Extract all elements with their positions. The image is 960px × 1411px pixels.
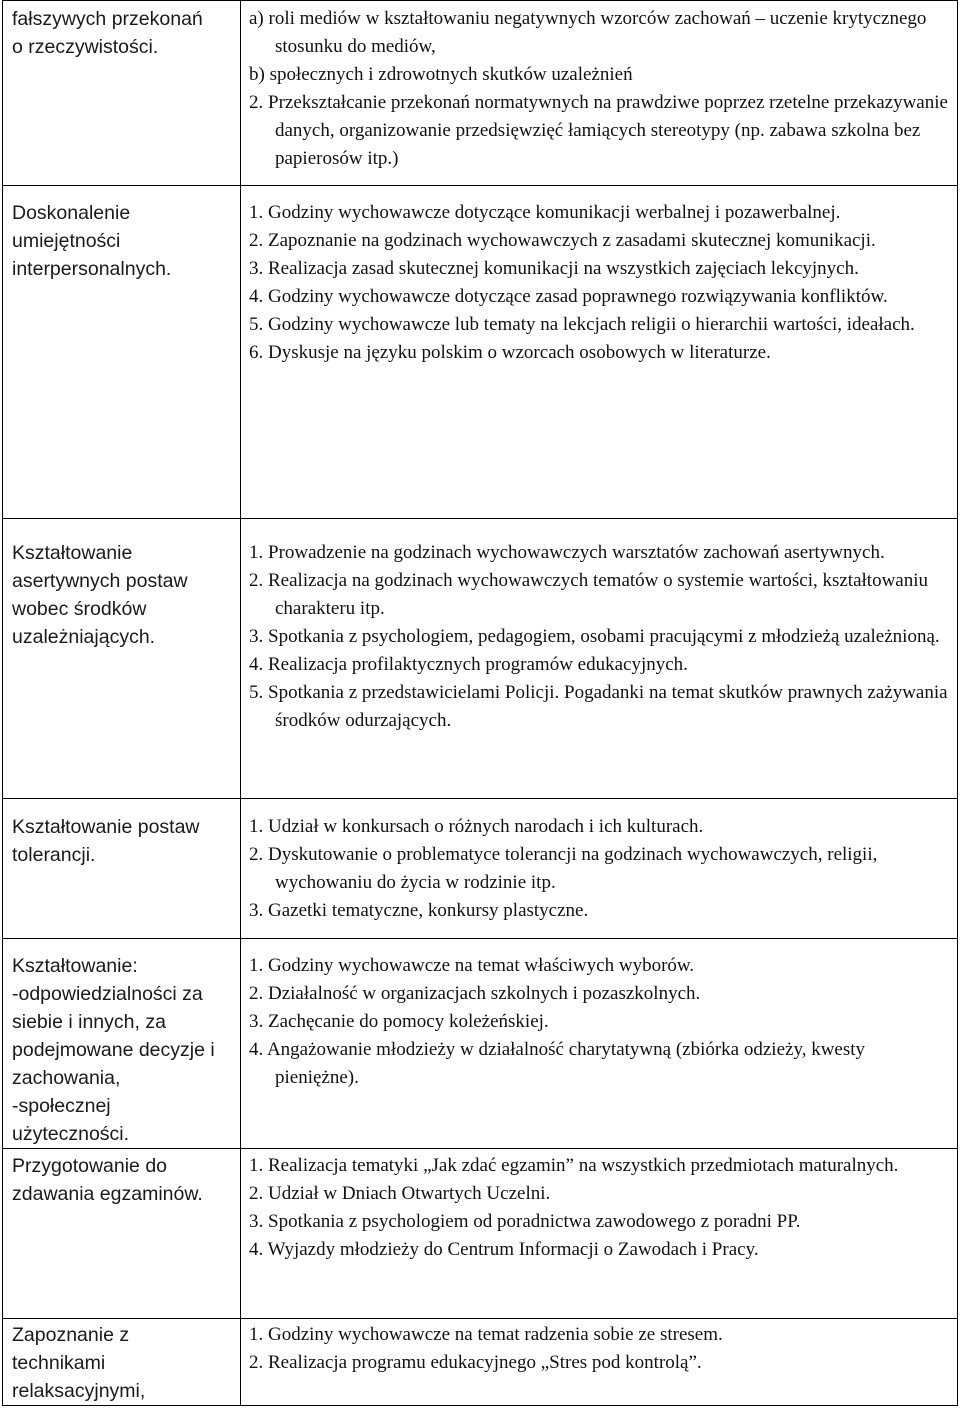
list-item: 3. Realizacja zasad skutecznej komunikacji na wszystkich zajęciach lekcyjnych. <box>249 258 859 279</box>
list-item: 4. Wyjazdy młodzieży do Centrum Informacji o Zawodach i Pracy. <box>249 1239 759 1260</box>
topic-line: interpersonalnych. <box>12 258 172 280</box>
list-item: 2. Przekształcanie przekonań normatywnych na prawdziwe poprzez rzetelne przekazywanie danych, organizowanie przedsięwzięć łamiących stereotypy (np. zabawa szkolna bez papierosów itp.) <box>249 92 948 169</box>
topic-cell <box>3 799 241 939</box>
topic-line: uzależniających. <box>12 626 156 648</box>
topic-line: Kształtowanie: <box>12 955 138 977</box>
table-row <box>3 519 958 799</box>
topic-cell <box>3 939 241 1149</box>
topic-line: -odpowiedzialności za <box>12 983 203 1005</box>
topic-line: tolerancji. <box>12 844 96 866</box>
list-item: a) roli mediów w kształtowaniu negatywnych wzorców zachowań – uczenie krytycznego stosunku do mediów, <box>249 8 927 57</box>
topic-line: użyteczności. <box>12 1123 130 1145</box>
topic-line: Kształtowanie <box>12 542 133 564</box>
list-item: 1. Prowadzenie na godzinach wychowawczych warsztatów zachowań asertywnych. <box>249 542 885 563</box>
topic-line: relaksacyjnymi, <box>12 1380 146 1402</box>
topic-cell <box>3 1149 241 1319</box>
topic-cell <box>3 186 241 519</box>
topic-line: zdawania egzaminów. <box>12 1183 203 1205</box>
table-row <box>3 186 958 519</box>
topic-line: wobec środków <box>12 598 147 620</box>
activities-cell <box>241 1149 958 1319</box>
topic-line: podejmowane decyzje i <box>12 1039 215 1061</box>
list-item: 2. Udział w Dniach Otwartych Uczelni. <box>249 1183 551 1204</box>
table-row <box>3 799 958 939</box>
list-item: 2. Działalność w organizacjach szkolnych i pozaszkolnych. <box>249 983 701 1004</box>
list-item: 6. Dyskusje na języku polskim o wzorcach osobowych w literaturze. <box>249 342 771 363</box>
list-item: 3. Spotkania z psychologiem od poradnictwa zawodowego z poradni PP. <box>249 1211 801 1232</box>
topic-line: Kształtowanie postaw <box>12 816 200 838</box>
topic-line: Przygotowanie do <box>12 1155 168 1177</box>
topic-line: asertywnych postaw <box>12 570 188 592</box>
activities-cell <box>241 939 958 1149</box>
list-item: 2. Realizacja programu edukacyjnego „Stres pod kontrolą”. <box>249 1352 702 1373</box>
activities-cell <box>241 519 958 799</box>
list-item: 1. Godziny wychowawcze dotyczące komunikacji werbalnej i pozawerbalnej. <box>249 202 841 223</box>
list-item: 4. Realizacja profilaktycznych programów edukacyjnych. <box>249 654 688 675</box>
topic-cell <box>3 1 241 186</box>
list-item: 1. Realizacja tematyki „Jak zdać egzamin” na wszystkich przedmiotach maturalnych. <box>249 1155 899 1176</box>
list-item: 3. Zachęcanie do pomocy koleżeńskiej. <box>249 1011 549 1032</box>
table-row <box>3 1319 958 1406</box>
topic-line: umiejętności <box>12 230 121 252</box>
topic-line: siebie i innych, za <box>12 1011 166 1033</box>
list-item: 2. Dyskutowanie o problematyce tolerancji na godzinach wychowawczych, religii, wychowaniu do życia w rodzinie itp. <box>249 844 878 893</box>
table-row <box>3 1 958 186</box>
topic-line: o rzeczywistości. <box>12 36 159 58</box>
topic-line: Zapoznanie z <box>12 1324 130 1346</box>
activities-cell <box>241 799 958 939</box>
list-item: 4. Godziny wychowawcze dotyczące zasad poprawnego rozwiązywania konfliktów. <box>249 286 888 307</box>
table-row <box>3 939 958 1149</box>
activities-cell <box>241 1 958 186</box>
topic-line: zachowania, <box>12 1067 121 1089</box>
topic-cell <box>3 1319 241 1406</box>
program-table <box>2 0 958 1406</box>
list-item: 4. Angażowanie młodzieży w działalność charytatywną (zbiórka odzieży, kwesty pieniężne). <box>249 1039 866 1088</box>
topic-line: fałszywych przekonań <box>12 8 203 30</box>
list-item: 2. Realizacja na godzinach wychowawczych tematów o systemie wartości, kształtowaniu charakteru itp. <box>249 570 929 619</box>
list-item: b) społecznych i zdrowotnych skutków uzależnień <box>249 64 633 85</box>
activities-cell <box>241 1319 958 1406</box>
activities-cell <box>241 186 958 519</box>
list-item: 3. Gazetki tematyczne, konkursy plastyczne. <box>249 900 589 921</box>
table-row <box>3 1149 958 1319</box>
list-item: 1. Godziny wychowawcze na temat właściwych wyborów. <box>249 955 695 976</box>
topic-line: technikami <box>12 1352 106 1374</box>
list-item: 1. Udział w konkursach o różnych narodach i ich kulturach. <box>249 816 704 837</box>
list-item: 3. Spotkania z psychologiem, pedagogiem, osobami pracującymi z młodzieżą uzależnioną. <box>249 626 940 647</box>
topic-line: -społecznej <box>12 1095 111 1117</box>
list-item: 5. Spotkania z przedstawicielami Policji. Pogadanki na temat skutków prawnych zażywania środków odurzających. <box>249 682 948 731</box>
list-item: 1. Godziny wychowawcze na temat radzenia sobie ze stresem. <box>249 1324 723 1345</box>
topic-cell <box>3 519 241 799</box>
list-item: 5. Godziny wychowawcze lub tematy na lekcjach religii o hierarchii wartości, ideałach. <box>249 314 915 335</box>
topic-line: Doskonalenie <box>12 202 131 224</box>
list-item: 2. Zapoznanie na godzinach wychowawczych z zasadami skutecznej komunikacji. <box>249 230 876 251</box>
